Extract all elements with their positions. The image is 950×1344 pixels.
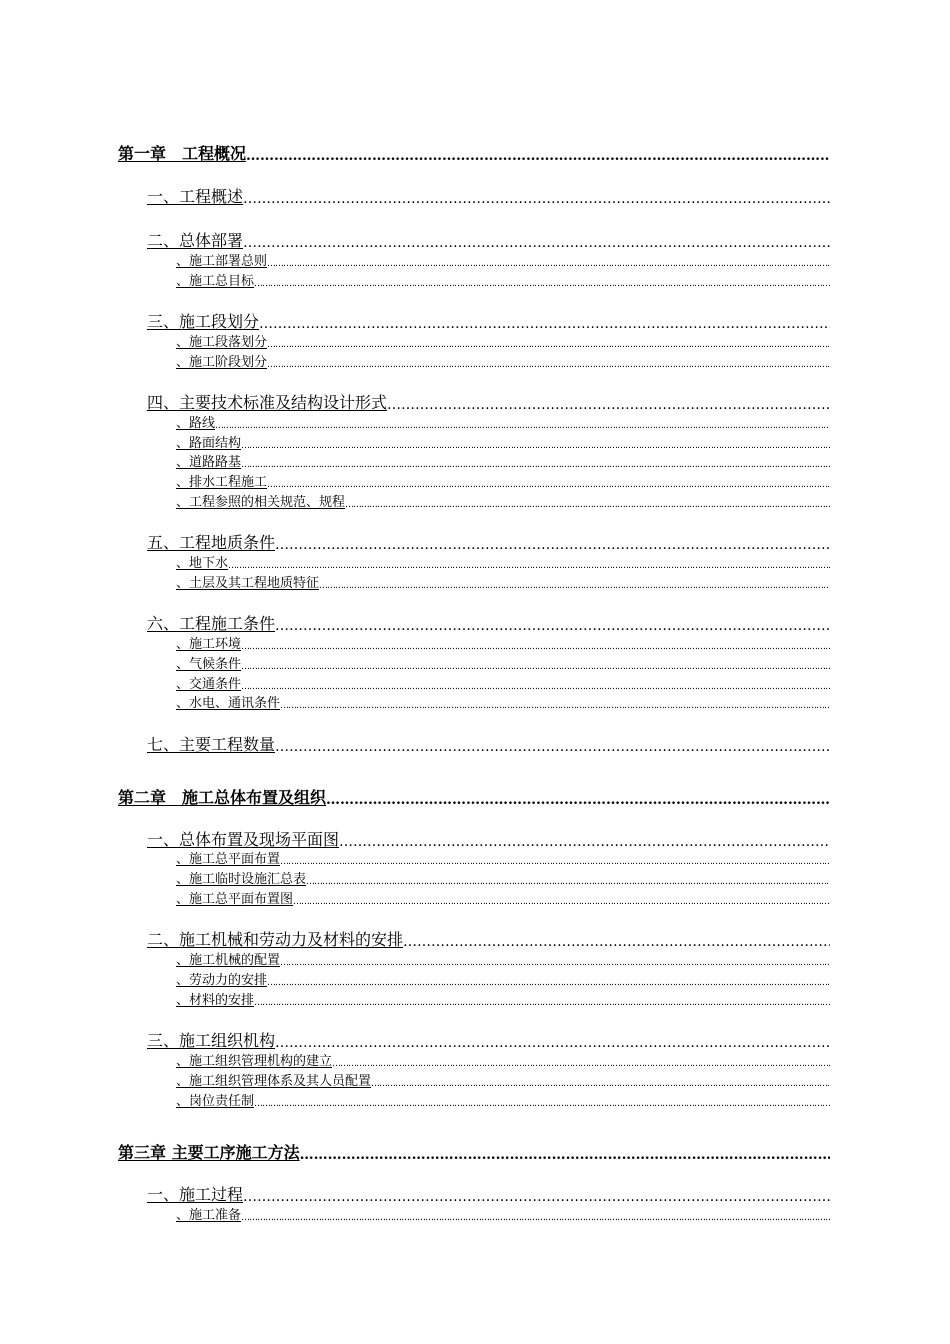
toc-section[interactable] <box>147 735 830 755</box>
dot-leader <box>243 235 830 251</box>
toc-entry-text: 、岗位责任制 <box>176 1094 255 1109</box>
toc-entry-text: 四、主要技术标准及结构设计形式 <box>147 393 388 412</box>
toc-entry-text: 一、工程概述 <box>147 187 244 206</box>
dot-leader <box>267 360 830 370</box>
dot-leader <box>246 148 830 164</box>
toc-chapter-3[interactable] <box>118 1143 830 1163</box>
dot-leader <box>345 500 830 510</box>
toc-section[interactable] <box>147 187 830 207</box>
toc-subsection[interactable] <box>176 991 830 1008</box>
dot-leader <box>280 857 830 867</box>
dot-leader <box>215 421 830 431</box>
dot-leader <box>293 897 830 907</box>
toc-section[interactable] <box>147 830 830 850</box>
toc-entry-text: 、施工总平面布置图 <box>176 892 294 907</box>
toc-section[interactable] <box>147 1031 830 1051</box>
toc-entry-text: 二、总体部署 <box>147 231 244 250</box>
toc-entry-text: 三、施工段划分 <box>147 312 260 331</box>
toc-subsection[interactable] <box>176 971 830 988</box>
dot-leader <box>243 191 830 207</box>
toc-entry-text: 、排水工程施工 <box>176 475 268 490</box>
toc-subsection[interactable] <box>176 1072 830 1089</box>
toc-section[interactable] <box>147 614 830 634</box>
toc-section[interactable] <box>147 312 830 332</box>
toc-chapter-2[interactable] <box>118 788 830 808</box>
toc-subsection[interactable] <box>176 890 830 907</box>
dot-leader <box>254 998 830 1008</box>
toc-entry-text: 、施工段落划分 <box>176 335 268 350</box>
toc-entry-text: 、施工总目标 <box>176 274 255 289</box>
dot-leader <box>280 958 830 968</box>
toc-subsection[interactable] <box>176 1206 830 1223</box>
dot-leader <box>241 460 830 470</box>
toc-entry-text: 一、总体布置及现场平面图 <box>147 830 340 849</box>
toc-subsection[interactable] <box>176 252 830 269</box>
toc-subsection[interactable] <box>176 694 830 711</box>
toc-entry-text: 、施工环境 <box>176 637 242 652</box>
toc-entry-text: 、路线 <box>176 416 216 431</box>
toc-subsection[interactable] <box>176 635 830 652</box>
toc-subsection[interactable] <box>176 434 830 451</box>
dot-leader <box>241 441 830 451</box>
toc-subsection[interactable] <box>176 493 830 510</box>
toc-entry-text: 、施工组织管理体系及其人员配置 <box>176 1074 372 1089</box>
toc-entry-text: 三、施工组织机构 <box>147 1031 276 1050</box>
toc-entry-text: 、施工临时设施汇总表 <box>176 872 307 887</box>
dot-leader <box>259 316 830 332</box>
toc-entry-text: 六、工程施工条件 <box>147 614 276 633</box>
toc-subsection[interactable] <box>176 414 830 431</box>
toc-section[interactable] <box>147 1185 830 1205</box>
dot-leader <box>403 934 830 950</box>
toc-subsection[interactable] <box>176 333 830 350</box>
dot-leader <box>241 1213 830 1223</box>
dot-leader <box>243 1189 830 1205</box>
toc-entry-text: 、道路路基 <box>176 455 242 470</box>
toc-section[interactable] <box>147 393 830 413</box>
dot-leader <box>306 877 830 887</box>
toc-chapter-1[interactable] <box>118 144 830 164</box>
dot-leader <box>241 682 830 692</box>
dot-leader <box>228 561 830 571</box>
toc-subsection[interactable] <box>176 453 830 470</box>
toc-entry-text: 、施工阶段划分 <box>176 355 268 370</box>
dot-leader <box>275 537 830 553</box>
toc-subsection[interactable] <box>176 951 830 968</box>
dot-leader <box>267 340 830 350</box>
dot-leader <box>267 259 830 269</box>
toc-entry-text: 、材料的安排 <box>176 993 255 1008</box>
dot-leader <box>241 642 830 652</box>
toc-subsection[interactable] <box>176 850 830 867</box>
toc-subsection[interactable] <box>176 870 830 887</box>
dot-leader <box>275 618 830 634</box>
toc-subsection[interactable] <box>176 473 830 490</box>
toc-subsection[interactable] <box>176 353 830 370</box>
dot-leader <box>280 701 830 711</box>
toc-entry-text: 、施工准备 <box>176 1208 242 1223</box>
dot-leader <box>241 662 830 672</box>
toc-entry-text: 、交通条件 <box>176 677 242 692</box>
toc-entry-text: 一、施工过程 <box>147 1185 244 1204</box>
toc-subsection[interactable] <box>176 655 830 672</box>
toc-entry-text: 、施工部署总则 <box>176 254 268 269</box>
toc-entry-text: 第一章 工程概况 <box>118 144 247 163</box>
dot-leader <box>275 739 830 755</box>
dot-leader <box>332 1059 830 1069</box>
toc-entry-text: 、路面结构 <box>176 436 242 451</box>
toc-subsection[interactable] <box>176 675 830 692</box>
dot-leader <box>267 480 830 490</box>
toc-entry-text: 第二章 施工总体布置及组织 <box>118 788 327 807</box>
toc-entry-text: 第三章 主要工序施工方法 <box>118 1143 300 1162</box>
dot-leader <box>326 792 830 808</box>
toc-subsection[interactable] <box>176 1092 830 1109</box>
dot-leader <box>319 581 830 591</box>
toc-section[interactable] <box>147 930 830 950</box>
toc-subsection[interactable] <box>176 1052 830 1069</box>
toc-section[interactable] <box>147 231 830 251</box>
toc-entry-text: 、地下水 <box>176 556 229 571</box>
toc-entry-text: 五、工程地质条件 <box>147 533 276 552</box>
toc-subsection[interactable] <box>176 272 830 289</box>
toc-entry-text: 、水电、通讯条件 <box>176 696 281 711</box>
toc-entry-text: 、施工机械的配置 <box>176 953 281 968</box>
toc-entry-text: 、气候条件 <box>176 657 242 672</box>
dot-leader <box>254 1099 830 1109</box>
dot-leader <box>254 279 830 289</box>
toc-section[interactable] <box>147 533 830 553</box>
toc-entry-text: 、工程参照的相关规范、规程 <box>176 495 346 510</box>
toc-subsection[interactable] <box>176 554 830 571</box>
toc-entry-text: 七、主要工程数量 <box>147 735 276 754</box>
dot-leader <box>275 1035 830 1051</box>
toc-entry-text: 、施工总平面布置 <box>176 852 281 867</box>
toc-entry-text: 二、施工机械和劳动力及材料的安排 <box>147 930 404 949</box>
dot-leader <box>387 397 830 413</box>
dot-leader <box>339 834 830 850</box>
dot-leader <box>371 1079 830 1089</box>
dot-leader <box>267 978 830 988</box>
toc-entry-text: 、施工组织管理机构的建立 <box>176 1054 333 1069</box>
toc-entry-text: 、土层及其工程地质特征 <box>176 576 320 591</box>
toc-entry-text: 、劳动力的安排 <box>176 973 268 988</box>
toc-subsection[interactable] <box>176 574 830 591</box>
dot-leader <box>300 1147 830 1163</box>
